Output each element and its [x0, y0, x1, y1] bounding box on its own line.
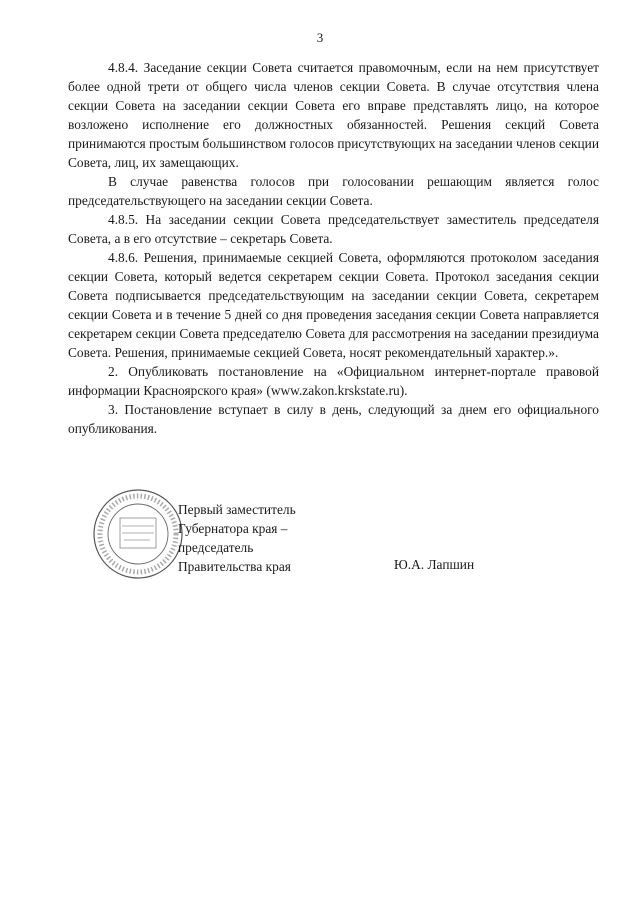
official-seal-icon	[92, 488, 184, 580]
document-body	[68, 58, 599, 438]
signatory-title	[178, 500, 296, 576]
paragraph-effective-date: 3. Постановление вступает в силу в день, следующий за днем его официального опубликования.	[68, 402, 599, 436]
paragraph-4-8-6: 4.8.6. Решения, принимаемые секцией Совета, оформляются протоколом заседания секции Совета, который ведется секретарем секции Совета. Протокол заседания секции Совета подписывается председательствующим на заседании секции Совета, секретарем секции Совета и в течение 5 дней со дня проведения заседания секции Совета направляется секретарем секции Совета председателю Совета для рассмотрения на заседании президиума Совета. Решения, принимаемые секцией Совета, носят рекомендательный характер.».	[68, 250, 599, 360]
paragraph-tie-vote: В случае равенства голосов при голосовании решающим является голос председательствующего на заседании секции Совета.	[68, 174, 599, 208]
signature-block	[92, 488, 612, 588]
signatory-title-line: Правительства края	[178, 559, 291, 574]
page-number: 3	[316, 30, 324, 45]
signatory-name: Ю.А. Лапшин	[394, 557, 475, 572]
paragraph-4-8-5: 4.8.5. На заседании секции Совета председательствует заместитель председателя Совета, а в его отсутствие – секретарь Совета.	[68, 212, 599, 246]
signatory-title-line: Губернатора края –	[178, 521, 288, 536]
paragraph-4-8-4: 4.8.4. Заседание секции Совета считается правомочным, если на нем присутствует более одной трети от общего числа членов секции Совета. В случае отсутствия члена секции Совета на заседании секции Совета его вправе представлять лицо, на которое возложено исполнение его должностных обязанностей. Решения секций Совета принимаются простым большинством голосов присутствующих на заседании членов секции Совета, лиц, их замещающих.	[68, 60, 599, 170]
signatory-title-line: Первый заместитель	[178, 502, 296, 517]
paragraph-publish: 2. Опубликовать постановление на «Официальном интернет-портале правовой информации Красноярского края» (www.zakon.krskstate.ru).	[68, 364, 599, 398]
signatory-title-line: председатель	[178, 540, 254, 555]
